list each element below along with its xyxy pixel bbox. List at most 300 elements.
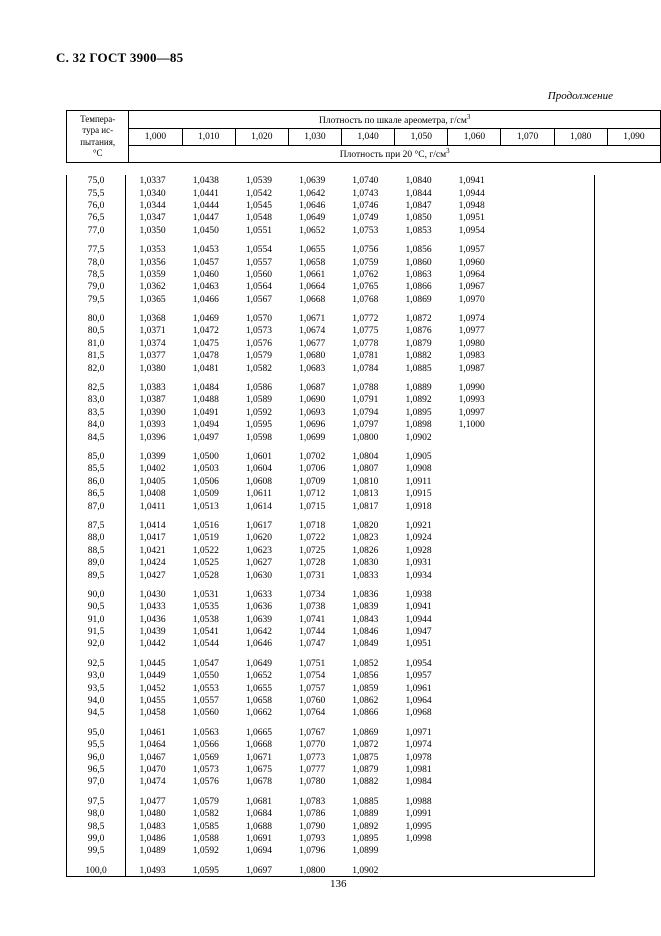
density-cell: 1,0931 [405,558,432,569]
density-cell: 1,0684 [245,809,273,820]
temperature-column-header [67,111,129,163]
density-cell [498,419,551,431]
density-cell [605,589,658,601]
density-cell [552,244,605,256]
group-spacer-cell [66,651,658,658]
density-cell [498,313,551,325]
density-cell [605,225,658,237]
density-cell [498,589,551,601]
table-row [66,313,658,325]
table-row [66,764,658,776]
density-cell: 1,0488 [192,395,219,406]
table-row [66,338,658,350]
density-cell: 1,0509 [192,489,219,500]
density-cell: 1,0664 [299,282,326,293]
temp-header-line-2: тура ис- [82,125,114,136]
density-cell: 1,0718 [299,520,326,531]
density-cell [605,796,658,808]
temperature-cell: 95,5 [87,740,105,751]
density-cell: 1,0598 [245,432,273,443]
density-cell [445,658,498,670]
density-cell: 1,0430 [139,589,166,600]
density-cell [498,325,551,337]
density-cell [552,682,605,694]
density-cell: 1,0585 [192,821,219,832]
density-cell: 1,0860 [405,257,432,268]
density-cell: 1,0545 [245,200,273,211]
density-cell: 1,0790 [299,821,326,832]
density-cell: 1,0550 [192,671,219,682]
density-cell: 1,0639 [299,176,326,187]
density-cell: 1,0569 [192,752,219,763]
density-cell: 1,0770 [299,740,326,751]
density-cell: 1,0866 [352,708,379,719]
density-cell: 1,0849 [352,639,379,650]
density-cell: 1,0463 [192,282,219,293]
density-cell [552,382,605,394]
density-cell: 1,0497 [192,432,219,443]
density-cell: 1,0941 [458,176,485,187]
density-cell: 1,0690 [299,395,326,406]
table-row [66,463,658,475]
density-cell: 1,0636 [245,602,273,613]
density-cell: 1,0466 [192,294,219,305]
density-cell: 1,0977 [458,326,485,337]
table-row [66,820,658,832]
density-cell: 1,0457 [192,257,219,268]
density-cell: 1,0506 [192,476,219,487]
density-cell: 1,0781 [352,351,379,362]
density-cell [445,463,498,475]
column-header-7: 1,070 [501,129,554,146]
density-cell: 1,0846 [352,627,379,638]
density-cell: 1,0627 [245,558,273,569]
table-row [66,382,658,394]
density-cell: 1,0474 [139,777,166,788]
density-cell: 1,0862 [352,696,379,707]
density-cell [552,407,605,419]
density-cell: 1,0541 [192,627,219,638]
density-cell: 1,0967 [458,282,485,293]
density-cell: 1,0359 [139,269,166,280]
density-cell [552,451,605,463]
density-cell: 1,0823 [352,533,379,544]
density-cell [605,200,658,212]
density-cell: 1,0796 [299,846,326,857]
density-cell: 1,0807 [352,464,379,475]
group-spacer [66,306,658,313]
density-cell: 1,0885 [352,796,379,807]
group-spacer-cell [66,306,658,313]
density-cell [605,451,658,463]
table-row [66,796,658,808]
density-cell: 1,0652 [245,671,273,682]
density-cell: 1,0778 [352,338,379,349]
density-cell: 1,0747 [299,639,326,650]
density-cell [552,695,605,707]
group-spacer-cell [66,237,658,244]
density-cell [552,601,605,613]
density-cell: 1,0408 [139,489,166,500]
group-spacer [66,720,658,727]
density-cell [445,776,498,788]
density-cell [605,682,658,694]
density-cell: 1,0450 [192,225,219,236]
density-cell: 1,0960 [458,257,485,268]
density-cell: 1,0725 [299,545,326,556]
density-cell: 1,0693 [299,407,326,418]
density-cell: 1,0494 [192,420,219,431]
density-cell [552,488,605,500]
density-cell: 1,0974 [458,314,485,325]
density-cell: 1,0573 [245,326,273,337]
density-cell [498,707,551,719]
density-cell: 1,0773 [299,752,326,763]
density-cell [445,557,498,569]
density-cell: 1,0751 [299,658,326,669]
density-cell: 1,0662 [245,708,273,719]
table-row [66,407,658,419]
density-cell: 1,0740 [352,176,379,187]
density-cell: 1,0588 [192,833,219,844]
density-cell [498,638,551,650]
density-rows-table [66,175,658,877]
density-cell: 1,0475 [192,338,219,349]
density-cell: 1,0908 [405,464,432,475]
density-cell: 1,0872 [352,740,379,751]
density-cell: 1,0441 [192,188,219,199]
density-at-20-header [129,146,661,163]
density-cell: 1,0493 [139,865,166,876]
density-cell [605,626,658,638]
density-cell: 1,0902 [352,865,379,876]
density-cell: 1,0481 [192,363,219,374]
table-row [66,751,658,763]
density-cell: 1,0538 [192,614,219,625]
density-cell: 1,0547 [192,658,219,669]
density-cell [498,200,551,212]
density-cell [498,658,551,670]
density-cell: 1,0921 [405,520,432,531]
density-cell [445,739,498,751]
table-row [66,532,658,544]
density-cell: 1,0576 [245,338,273,349]
group-spacer-cell [66,513,658,520]
density-cell: 1,0350 [139,225,166,236]
density-cell [445,638,498,650]
table-row [66,350,658,362]
density-cell [498,670,551,682]
density-cell: 1,0668 [245,740,273,751]
density-cell [445,865,498,877]
density-cell [552,200,605,212]
density-cell: 1,0833 [352,570,379,581]
temperature-cell: 81,5 [87,351,105,362]
density-cell: 1,0951 [458,213,485,224]
density-cell [605,212,658,224]
density-cell: 1,0715 [299,501,326,512]
density-cell: 1,0882 [352,777,379,788]
table-row [66,225,658,237]
density-cell: 1,0783 [299,796,326,807]
table-row [66,865,658,877]
density-cell [392,865,445,877]
group-spacer-cell [66,444,658,451]
temperature-cell: 94,0 [87,696,105,707]
density-cell [605,670,658,682]
density-cell: 1,0483 [139,821,166,832]
density-cell: 1,0970 [458,294,485,305]
density-cell: 1,0991 [405,809,432,820]
density-cell: 1,0800 [299,865,326,876]
density-cell [552,394,605,406]
density-cell: 1,0844 [405,188,432,199]
density-cell [552,658,605,670]
density-cell: 1,0674 [299,326,326,337]
density-cell: 1,0469 [192,314,219,325]
table-row [66,294,658,306]
density-cell [605,614,658,626]
density-cell: 1,0944 [458,188,485,199]
density-table-header [66,110,661,163]
table-row [66,557,658,569]
temperature-cell: 96,0 [87,752,105,763]
density-cell: 1,0968 [405,708,432,719]
density-cell: 1,0461 [139,727,166,738]
density-cell: 1,0449 [139,671,166,682]
density-cell: 1,0709 [299,476,326,487]
density-cell [605,256,658,268]
table-row [66,808,658,820]
density-cell [552,569,605,581]
density-cell [498,256,551,268]
density-cell: 1,0902 [405,432,432,443]
density-cell: 1,0579 [192,796,219,807]
density-cell: 1,0467 [139,752,166,763]
temperature-cell: 83,0 [87,395,105,406]
density-cell [498,695,551,707]
density-cell [605,739,658,751]
density-cell: 1,0813 [352,489,379,500]
density-cell: 1,0671 [299,314,326,325]
density-cell: 1,0675 [245,764,273,775]
density-cell [605,463,658,475]
table-row [66,845,658,857]
density-cell: 1,0566 [192,740,219,751]
group-spacer [66,237,658,244]
temperature-cell: 80,5 [87,326,105,337]
density-cell: 1,0911 [405,476,432,487]
temperature-cell: 87,5 [87,520,105,531]
density-cell [605,865,658,877]
page-number: 136 [330,878,347,890]
density-cell: 1,0680 [299,351,326,362]
density-cell: 1,0951 [405,639,432,650]
density-cell [498,500,551,512]
density-cell [552,833,605,845]
density-cell: 1,0954 [405,658,432,669]
density-cell: 1,0439 [139,627,166,638]
temperature-cell: 81,0 [87,338,105,349]
density-cell [552,707,605,719]
density-cell [605,350,658,362]
density-cell [605,545,658,557]
table-row [66,670,658,682]
density-cell: 1,0687 [299,383,326,394]
group-spacer [66,582,658,589]
density-cell: 1,0772 [352,314,379,325]
temperature-cell: 94,5 [87,708,105,719]
density-cell [605,244,658,256]
density-cell: 1,0856 [405,245,432,256]
group-spacer [66,375,658,382]
density-cell: 1,0869 [352,727,379,738]
density-cell [605,313,658,325]
density-cell: 1,0712 [299,489,326,500]
page-label: С. 32 [56,50,86,65]
density-cell: 1,0706 [299,464,326,475]
density-cell: 1,0757 [299,683,326,694]
column-header-0: 1,000 [129,129,182,146]
density-cell: 1,0764 [299,708,326,719]
density-cell: 1,0775 [352,326,379,337]
density-cell [498,764,551,776]
density-cell [605,727,658,739]
density-cell [445,820,498,832]
density-cell: 1,0934 [405,570,432,581]
density-cell [445,476,498,488]
density-cell [605,569,658,581]
density-cell: 1,0377 [139,351,166,362]
density-cell [605,431,658,443]
temperature-cell: 88,0 [87,533,105,544]
density-cell: 1,0964 [458,269,485,280]
density-cell [552,776,605,788]
density-cell: 1,0617 [245,520,273,531]
density-cell [445,751,498,763]
density-cell [605,338,658,350]
density-cell: 1,0839 [352,602,379,613]
density-cell [552,338,605,350]
density-cell [498,601,551,613]
density-cell [498,820,551,832]
density-cell [605,187,658,199]
density-cell: 1,0957 [405,671,432,682]
density-cell: 1,0553 [192,683,219,694]
density-cell: 1,0535 [192,602,219,613]
density-cell: 1,0557 [192,696,219,707]
density-cell [498,362,551,374]
density-cell [498,865,551,877]
temperature-cell: 91,0 [87,614,105,625]
density-cell: 1,0480 [139,809,166,820]
density-cell [605,500,658,512]
density-cell [552,589,605,601]
density-cell: 1,0655 [299,245,326,256]
table-header-row-1 [67,111,661,129]
density-cell: 1,0918 [405,501,432,512]
density-cell: 1,0445 [139,658,166,669]
density-cell [605,488,658,500]
density-cell [498,682,551,694]
density-cell [445,431,498,443]
table-row [66,431,658,443]
density-cell [445,589,498,601]
density-cell: 1,0611 [246,489,272,500]
density-cell [552,808,605,820]
density-cell [552,269,605,281]
density-cell: 1,0438 [192,176,219,187]
column-header-4: 1,040 [342,129,395,146]
table-row [66,394,658,406]
density-cell: 1,0567 [245,294,273,305]
density-cell: 1,0595 [192,865,219,876]
density-cell: 1,0702 [299,452,326,462]
column-header-2: 1,020 [235,129,288,146]
density-cell: 1,0856 [352,671,379,682]
density-cell: 1,0405 [139,476,166,487]
density-cell: 1,0794 [352,407,379,418]
density-cell: 1,0560 [245,269,273,280]
density-cell: 1,0427 [139,570,166,581]
temperature-cell: 80,0 [87,314,105,325]
density-cell [498,808,551,820]
temperature-cell: 79,5 [87,294,105,305]
density-cell [605,695,658,707]
density-cell: 1,0866 [405,282,432,293]
density-cell: 1,0957 [458,245,485,256]
table-row [66,658,658,670]
column-header-3: 1,030 [288,129,341,146]
density-cell: 1,0576 [192,777,219,788]
density-cell: 1,0623 [245,545,273,556]
density-cell [445,845,498,857]
temperature-cell: 76,5 [87,213,105,224]
density-cell [605,362,658,374]
temp-header-line-4: °С [92,147,103,158]
density-cell [445,614,498,626]
density-cell [552,431,605,443]
density-cell [605,175,658,187]
density-cell: 1,0756 [352,245,379,256]
density-cell: 1,0368 [139,314,166,325]
density-cell [445,488,498,500]
density-cell: 1,0353 [139,245,166,256]
density-cell [552,626,605,638]
density-cell: 1,0948 [458,200,485,211]
density-cell [498,626,551,638]
density-cell: 1,0899 [352,846,379,857]
density-cell [498,557,551,569]
density-cell: 1,0984 [405,777,432,788]
density-cell [445,520,498,532]
density-cell [552,350,605,362]
density-cell [445,569,498,581]
density-cell [552,187,605,199]
density-cell [552,638,605,650]
density-cell: 1,0997 [458,407,485,418]
density-cell [552,212,605,224]
density-cell: 1,0696 [299,420,326,431]
density-cell: 1,0390 [139,407,166,418]
density-cell: 1,0974 [405,740,432,751]
table-row [66,520,658,532]
density-cell: 1,0472 [192,326,219,337]
density-cell: 1,0604 [245,464,273,475]
density-cell [605,394,658,406]
density-cell: 1,0744 [299,627,326,638]
density-cell [605,658,658,670]
